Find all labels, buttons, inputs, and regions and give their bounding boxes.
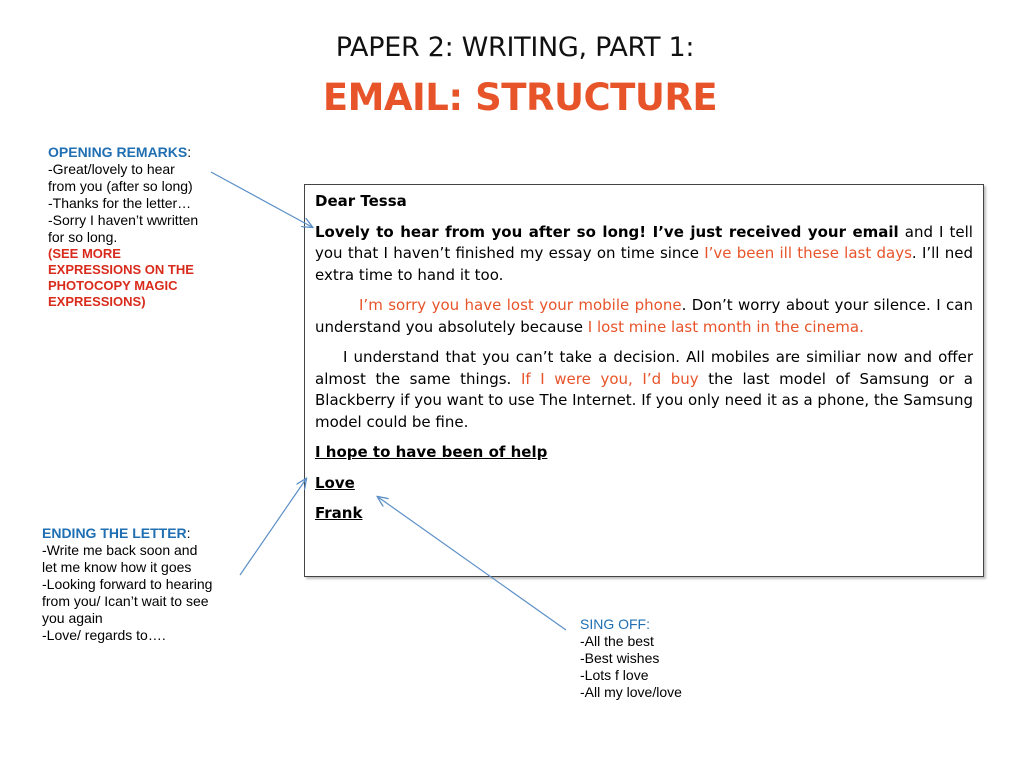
signoff-line: -All the best: [580, 633, 654, 649]
signoff-arrow: [378, 497, 566, 630]
ending-line: -Love/ regards to….: [42, 627, 166, 643]
ending-line: -Looking forward to hearing: [42, 576, 213, 592]
highlighted-phrase: I’m sorry you have lost your mobile phone: [359, 296, 682, 314]
letter-text: I understand that you can’t take a decision. All mobiles are similiar now and offer almost the same things.: [315, 348, 973, 388]
opening-line: for so long.: [48, 229, 118, 245]
opening-note-line: (SEE MORE: [48, 246, 121, 261]
opening-heading: OPENING REMARKS: [48, 144, 188, 160]
letter-text: the last model of Samsung or a Blackberry if you want to use The Internet. If you only need it as a phone, the Samsung model could be fine.: [315, 369, 973, 431]
ending-heading-colon: :: [186, 525, 191, 541]
signoff-line: -All my love/love: [580, 684, 682, 700]
ending-heading: ENDING THE LETTER: [42, 525, 187, 541]
opening-heading-colon: :: [187, 144, 192, 160]
highlighted-phrase: I’ve been ill these last days: [704, 244, 912, 262]
signoff-heading: SING OFF:: [580, 616, 650, 632]
letter-signature: Frank: [315, 504, 363, 522]
opening-line: from you (after so long): [48, 178, 193, 194]
signoff-line: -Lots f love: [580, 667, 649, 683]
ending-arrow: [240, 479, 306, 575]
letter-text: and I tell you that I haven’t finished my essay on time since: [315, 222, 973, 262]
opening-note-line: EXPRESSIONS): [48, 294, 146, 309]
letter-greeting: Dear Tessa: [315, 192, 407, 210]
opening-arrow: [211, 172, 312, 227]
opening-line: -Great/lovely to hear: [48, 161, 175, 177]
letter-signoff-word: Love: [315, 473, 355, 492]
highlighted-phrase: If I were you, I’d buy: [520, 369, 699, 388]
ending-line: from you/ Ican’t wait to see: [42, 593, 209, 609]
letter-text: . I’ll ned extra time to hand it too.: [315, 244, 973, 284]
signoff-line: -Best wishes: [580, 650, 660, 666]
page-title: PAPER 2: WRITING, PART 1:: [335, 32, 695, 63]
ending-line: let me know how it goes: [42, 559, 192, 575]
opening-note-line: EXPRESSIONS ON THE: [48, 262, 194, 277]
opening-line: -Sorry I haven’t wwritten: [48, 212, 199, 228]
ending-line: you again: [42, 610, 103, 626]
opening-line: -Thanks for the letter…: [48, 195, 192, 211]
page-subtitle: EMAIL: STRUCTURE: [322, 76, 718, 119]
opening-sentence: Lovely to hear from you after so long! I’ve just received your email: [315, 222, 899, 241]
opening-note-line: PHOTOCOPY MAGIC: [48, 278, 178, 293]
highlighted-phrase: I lost mine last month in the cinema.: [587, 317, 864, 336]
ending-line: -Write me back soon and: [42, 542, 198, 558]
letter-closing: I hope to have been of help: [315, 443, 548, 461]
letter-text: . Don’t worry about your silence. I can understand you absolutely because: [315, 296, 973, 336]
